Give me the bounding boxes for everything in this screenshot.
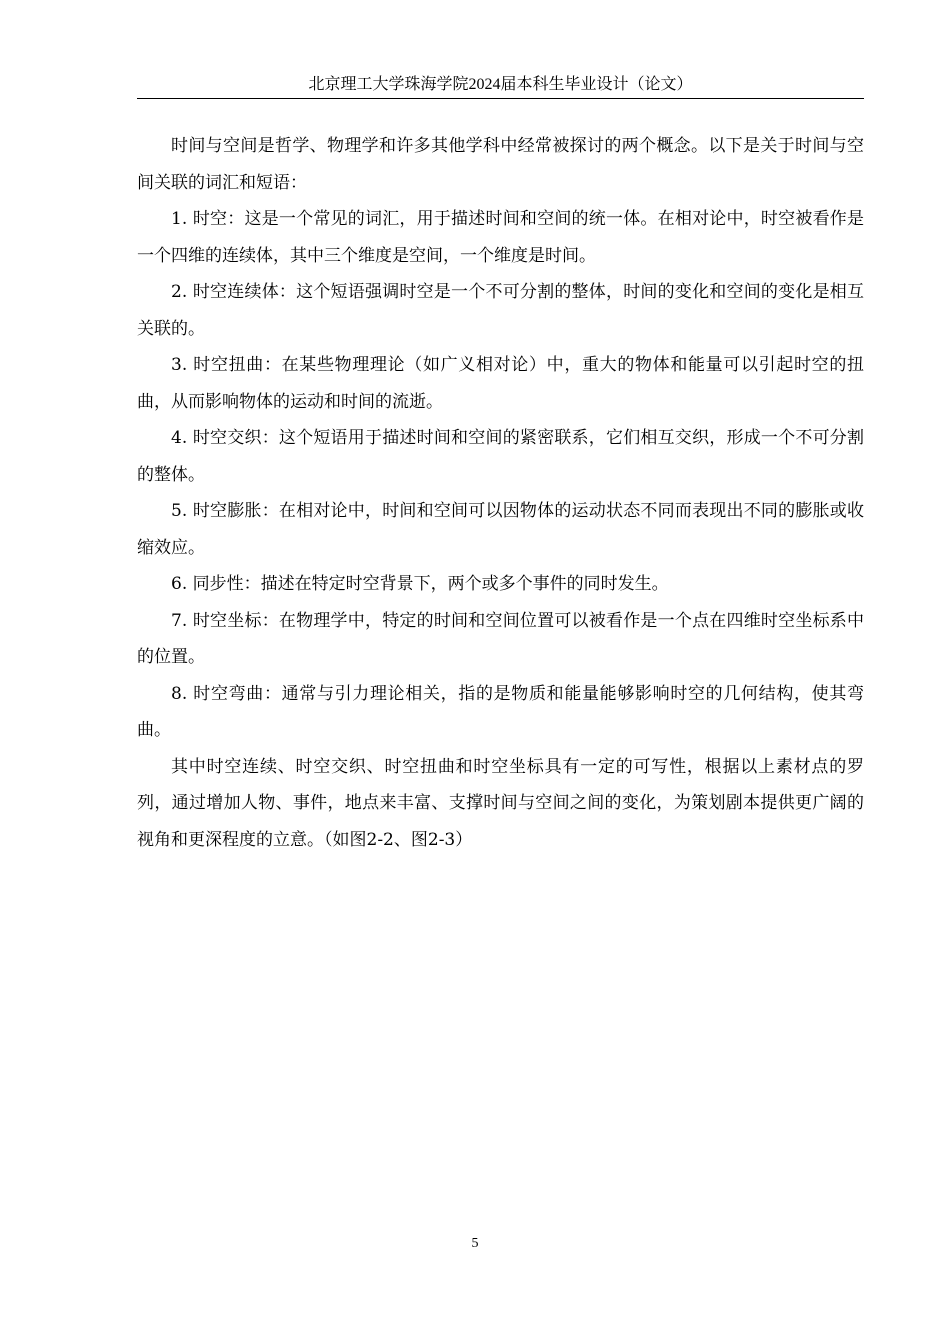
- paragraph-summary: 其中时空连续、时空交织、时空扭曲和时空坐标具有一定的可写性，根据以上素材点的罗列，通过增加人物、事件，地点来丰富、支撑时间与空间之间的变化，为策划剧本提供更广阔的视角和更深程度的立意。（如图2-2、图2-3）: [137, 756, 864, 850]
- list-item-5: 5. 时空膨胀：在相对论中，时间和空间可以因物体的运动状态不同而表现出不同的膨胀或收缩效应。: [137, 501, 864, 558]
- body-text: [137, 128, 864, 858]
- list-item-7: 7. 时空坐标：在物理学中，特定的时间和空间位置可以被看作是一个点在四维时空坐标系中的位置。: [137, 610, 864, 667]
- list-item-1: 1. 时空：这是一个常见的词汇，用于描述时间和空间的统一体。在相对论中，时空被看作是一个四维的连续体，其中三个维度是空间，一个维度是时间。: [137, 209, 864, 266]
- list-item-3: 3. 时空扭曲：在某些物理理论（如广义相对论）中，重大的物体和能量可以引起时空的扭曲，从而影响物体的运动和时间的流逝。: [137, 355, 864, 412]
- paragraph-intro: 时间与空间是哲学、物理学和许多其他学科中经常被探讨的两个概念。以下是关于时间与空间关联的词汇和短语：: [137, 136, 864, 193]
- list-item-4: 4. 时空交织：这个短语用于描述时间和空间的紧密联系，它们相互交织，形成一个不可分割的整体。: [137, 428, 864, 485]
- header-title: 北京理工大学珠海学院2024届本科生毕业设计（论文）: [308, 76, 693, 93]
- list-item-8: 8. 时空弯曲：通常与引力理论相关，指的是物质和能量能够影响时空的几何结构，使其弯曲。: [137, 683, 864, 740]
- list-item-2: 2. 时空连续体：这个短语强调时空是一个不可分割的整体，时间的变化和空间的变化是相互关联的。: [137, 282, 864, 339]
- list-item-6: 6. 同步性：描述在特定时空背景下，两个或多个事件的同时发生。: [171, 574, 669, 594]
- page-number: 5: [471, 1236, 479, 1251]
- page-header: [137, 72, 864, 99]
